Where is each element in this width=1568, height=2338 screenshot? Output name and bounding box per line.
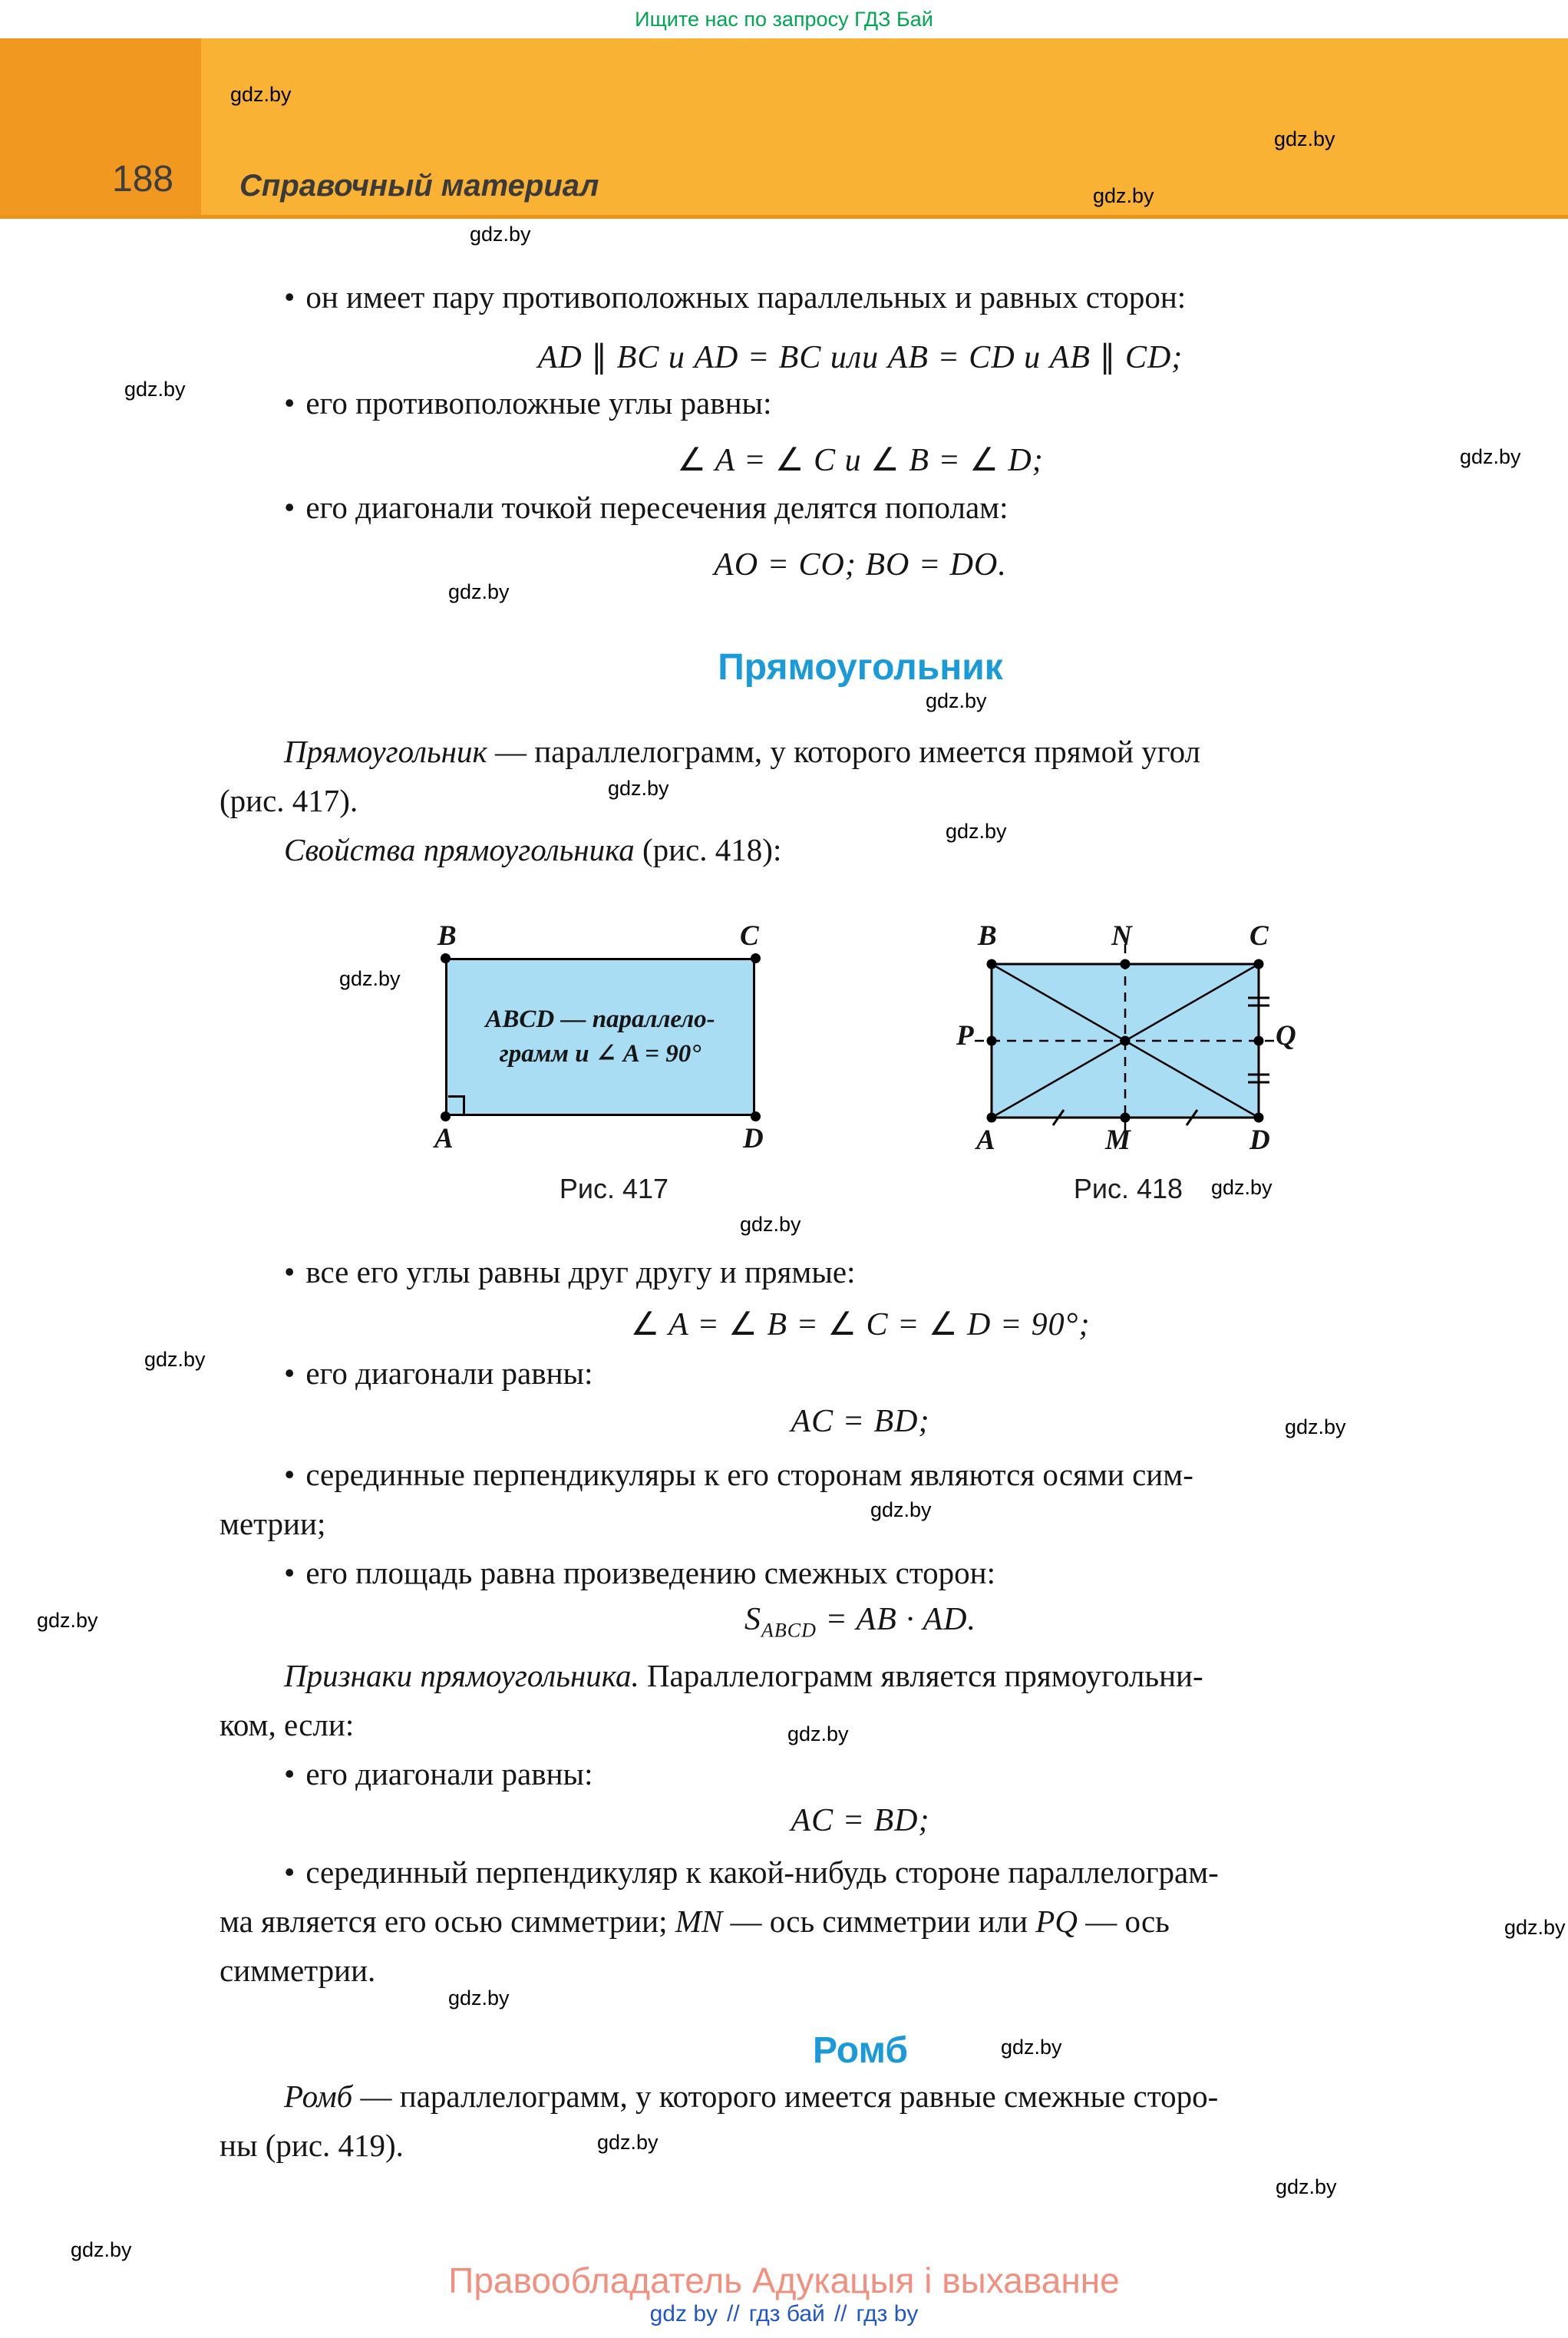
heading-rectangle: Прямоугольник	[718, 647, 1003, 688]
watermark: gdz.by	[946, 820, 1007, 843]
term-criteria: Признаки прямоугольника.	[284, 1658, 639, 1693]
watermark: gdz.by	[597, 2131, 659, 2154]
segment-MN: MN	[675, 1904, 723, 1939]
formula-parallel-sides: AD ∥ BC и AD = BC или AB = CD и AB ∥ CD;	[537, 340, 1183, 375]
footer-links	[0, 2301, 1568, 2327]
bullet-text: серединный перпендикуляр к какой-нибудь стороне параллелограм-	[305, 1854, 1219, 1890]
watermark: gdz.by	[926, 689, 987, 712]
watermark: gdz.by	[448, 1986, 510, 2009]
formula-equal-diagonals: AC = BD;	[791, 1404, 930, 1439]
bullet-text-continuation: симметрии.	[220, 1953, 376, 1988]
term-properties: Свойства прямоугольника	[284, 832, 635, 867]
footer-link-gdz-by[interactable]: gdz by	[649, 2301, 718, 2326]
bullet-item	[284, 1554, 995, 1593]
watermark: gdz.by	[71, 2238, 132, 2261]
text-segment: — ось	[1077, 1904, 1170, 1939]
watermark: gdz.by	[1211, 1176, 1273, 1199]
paragraph-line: ком, если:	[220, 1707, 355, 1742]
watermark: gdz.by	[448, 580, 510, 603]
vertex-dot	[751, 1111, 761, 1121]
bullet-item	[284, 1755, 593, 1794]
term-rectangle: Прямоугольник	[284, 734, 487, 769]
area-expression: = AB · AD.	[816, 1602, 976, 1637]
bullet-item	[284, 278, 1186, 317]
formula-equal-diagonals-2: AC = BD;	[791, 1803, 930, 1838]
bullet-text: он имеет пару противоположных параллельных и равных сторон:	[305, 279, 1187, 315]
vertex-label-C: C	[1249, 920, 1269, 952]
paragraph-line	[284, 1656, 1203, 1696]
right-angle-mark	[448, 1095, 465, 1114]
vertex-label-B: B	[437, 920, 457, 952]
figure-caption: Рис. 417	[559, 1173, 669, 1204]
watermark: gdz.by	[339, 967, 401, 990]
footer-link-gdz-by-2[interactable]: гдз by	[856, 2301, 919, 2326]
definition-text: — параллелограмм, у которого имеется равные смежные сторо-	[352, 2079, 1219, 2114]
watermark: gdz.by	[470, 223, 531, 246]
bullet-text: все его углы равны друг другу и прямые:	[305, 1254, 856, 1290]
watermark: gdz.by	[230, 83, 292, 106]
segment-PQ: PQ	[1035, 1904, 1078, 1939]
bullet-marker: •	[284, 1854, 295, 1890]
watermark: gdz.by	[787, 1722, 849, 1745]
page-number: 188	[112, 159, 174, 200]
bullet-marker: •	[284, 279, 295, 315]
properties-ref: (рис. 418):	[634, 832, 782, 867]
bullet-item	[284, 384, 771, 423]
bullet-text: серединные перпендикуляры к его сторонам являются осями сим-	[305, 1457, 1193, 1492]
watermark: gdz.by	[870, 1498, 932, 1521]
figure-inner-line1: ABCD — параллело-	[485, 1006, 715, 1033]
bullet-item	[284, 1253, 856, 1292]
bullet-marker: •	[284, 1756, 295, 1791]
bullet-marker: •	[284, 385, 295, 421]
bullet-text: его площадь равна произведению смежных сторон:	[305, 1555, 996, 1590]
bullet-item	[284, 1354, 593, 1393]
bullet-text: его диагонали точкой пересечения делятся пополам:	[305, 490, 1008, 525]
watermark: gdz.by	[608, 777, 669, 800]
bullet-item	[284, 1455, 1193, 1494]
bullet-marker: •	[284, 490, 295, 525]
watermark: gdz.by	[1093, 184, 1154, 207]
heading-rhombus: Ромб	[812, 2030, 909, 2071]
bullet-text: его диагонали равны:	[305, 1356, 593, 1391]
bullet-marker: •	[284, 1555, 295, 1590]
bullet-text: его противоположные углы равны:	[305, 385, 772, 421]
watermark: gdz.by	[144, 1348, 206, 1371]
bullet-item	[284, 1853, 1219, 1892]
copyright-line: Правообладатель Адукацыя і выхаванне	[448, 2260, 1120, 2300]
watermark: gdz.by	[1274, 127, 1335, 150]
midpoint-label-P: P	[956, 1020, 974, 1052]
vertex-label-D: D	[1249, 1124, 1270, 1156]
paragraph-line	[284, 2077, 1218, 2116]
formula-equal-angles: ∠ A = ∠ C и ∠ B = ∠ D;	[677, 443, 1044, 478]
criteria-text: Параллелограмм является прямоугольни-	[639, 1658, 1203, 1693]
watermark: gdz.by	[1001, 2036, 1062, 2059]
area-symbol: S	[744, 1602, 761, 1637]
vertex-label-A: A	[434, 1123, 454, 1154]
figure-inner-line2: грамм и ∠ A = 90°	[499, 1039, 701, 1068]
bullet-marker: •	[284, 1254, 295, 1290]
section-title: Справочный материал	[239, 169, 599, 203]
midpoint-label-Q: Q	[1276, 1020, 1296, 1052]
watermark: gdz.by	[1504, 1916, 1566, 1939]
text-segment: — ось симметрии или	[722, 1904, 1036, 1939]
watermark: gdz.by	[124, 378, 186, 401]
bullet-marker: •	[284, 1356, 295, 1391]
bullet-text-continuation: метрии;	[220, 1506, 326, 1541]
definition-text: — параллелограмм, у которого имеется прямой угол	[487, 734, 1201, 769]
vertex-label-D: D	[743, 1123, 764, 1154]
bullet-item	[284, 488, 1008, 527]
vertex-dot	[441, 953, 451, 963]
paragraph-line: (рис. 417).	[220, 783, 358, 818]
watermark: gdz.by	[37, 1609, 98, 1632]
footer-link-gdz-bai[interactable]: гдз бай	[748, 2301, 825, 2326]
formula-all-angles: ∠ A = ∠ B = ∠ C = ∠ D = 90°;	[630, 1307, 1091, 1342]
promo-note: Ищите нас по запросу ГДЗ Бай	[635, 8, 933, 31]
watermark: gdz.by	[1276, 2175, 1337, 2198]
vertex-label-B: B	[978, 920, 997, 952]
vertex-dot	[751, 953, 761, 963]
midpoint-label-N: N	[1111, 920, 1132, 952]
bullet-text-continuation	[220, 1902, 1170, 1941]
formula-diagonals-bisect: AO = CO; BO = DO.	[714, 547, 1007, 583]
figure-caption: Рис. 418	[1073, 1173, 1183, 1204]
bullet-text: его диагонали равны:	[305, 1756, 593, 1791]
paragraph-line	[284, 732, 1200, 771]
figure-418	[944, 918, 1312, 1225]
watermark: gdz.by	[1285, 1415, 1346, 1438]
figure-417	[430, 918, 798, 1225]
vertex-label-C: C	[740, 920, 759, 952]
text-segment: ма является его осью симметрии;	[220, 1904, 675, 1939]
bullet-marker: •	[284, 1457, 295, 1492]
formula-area	[220, 1601, 1501, 1642]
watermark: gdz.by	[740, 1213, 801, 1236]
figure-inner-text	[450, 1002, 751, 1071]
term-rhombus: Ромб	[284, 2079, 353, 2114]
watermark: gdz.by	[1460, 445, 1521, 468]
midpoint-label-M: M	[1105, 1124, 1131, 1156]
vertex-label-A: A	[976, 1124, 995, 1156]
paragraph-line: ны (рис. 419).	[220, 2128, 404, 2163]
paragraph-line	[284, 831, 781, 870]
area-subscript: ABCD	[761, 1619, 817, 1642]
link-separator: //	[834, 2301, 847, 2326]
link-separator: //	[727, 2301, 740, 2326]
